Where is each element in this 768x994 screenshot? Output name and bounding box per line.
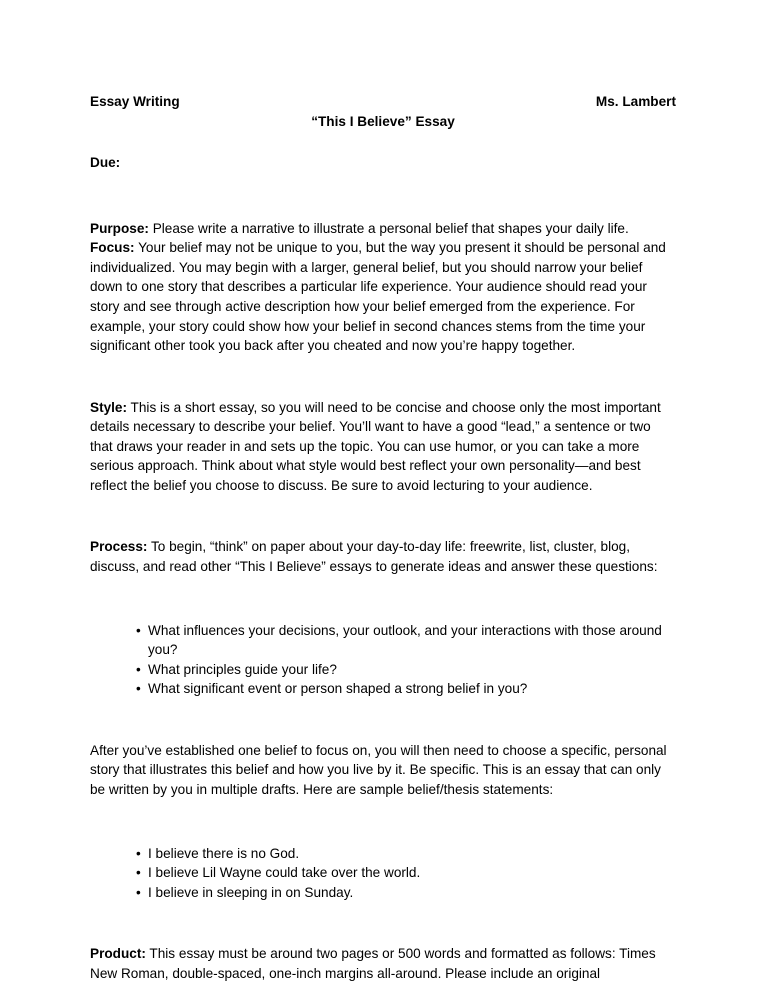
bullet-item [136, 679, 676, 699]
header-teacher-name: Ms. Lambert [595, 94, 676, 109]
question-text: What influences your decisions, your outlook, and your interactions with those around you? [148, 622, 662, 658]
bullet-item [136, 863, 676, 883]
product-label: Product: [90, 946, 146, 962]
purpose-paragraph [90, 219, 676, 356]
purpose-text: Please write a narrative to illustrate a personal belief that shapes your daily life. [148, 220, 629, 236]
focus-label: Focus: [90, 240, 135, 256]
question-text: What significant event or person shaped a strong belief in you? [148, 681, 528, 697]
bullet-item [136, 660, 676, 680]
statement-text: I believe Lil Wayne could take over the world. [148, 865, 421, 881]
style-text: This is a short essay, so you will need to be concise and choose only the most important details necessary to describe your belief. You’ll want to have a good “lead,” a sentence or two that draws your reader in and sets up the topic. You can use humor, or you can take a more serious approach. Think about what style would best reflect your own personality—and best reflect the belief you choose to discuss. Be sure to avoid lecturing to your audience. [90, 399, 661, 493]
document-header [90, 92, 676, 112]
bullet-item [136, 621, 676, 660]
document-content [90, 92, 676, 983]
bullet-item [136, 883, 676, 903]
style-label: Style: [90, 399, 128, 415]
style-paragraph [90, 398, 676, 496]
due-label: Due: [90, 155, 121, 171]
process-label: Process: [90, 539, 148, 555]
after-questions-text: After you’ve established one belief to focus on, you will then need to choose a specific, personal story that illustrates this belief and how you live by it. Be specific. This is an essay that can only be written by you in multiple drafts. Here are sample belief/thesis statements: [90, 742, 667, 797]
process-text: To begin, “think” on paper about your day-to-day life: freewrite, list, cluster, blog, discuss, and read other “This I Believe” essays to generate ideas and answer these questions: [90, 539, 658, 574]
essay-title: “This I Believe” Essay [311, 113, 455, 129]
product-text: This essay must be around two pages or 500 words and formatted as follows: Times New Roman, double-spaced, one-inch margins all-around. Please include an original [90, 946, 656, 981]
process-paragraph [90, 537, 676, 576]
purpose-label: Purpose: [90, 220, 149, 236]
focus-text: Your belief may not be unique to you, but the way you present it should be personal and individualized. You may begin with a larger, general belief, but you should narrow your belief down to one story that describes a particular life experience. Your audience should read your story and see through active description how your belief emerged from the experience. For example, your story could show how your belief in second chances stems from the time your significant other took you back after you cheated and now you’re happy together. [90, 240, 666, 354]
questions-list [90, 621, 676, 699]
statement-text: I believe in sleeping in on Sunday. [148, 884, 354, 900]
question-text: What principles guide your life? [148, 661, 337, 677]
statement-text: I believe there is no God. [148, 845, 300, 861]
bullet-item [136, 844, 676, 864]
after-questions-paragraph [90, 741, 676, 800]
header-course-title: Essay Writing [90, 94, 180, 109]
statements-list [90, 844, 676, 903]
product-paragraph [90, 944, 676, 983]
